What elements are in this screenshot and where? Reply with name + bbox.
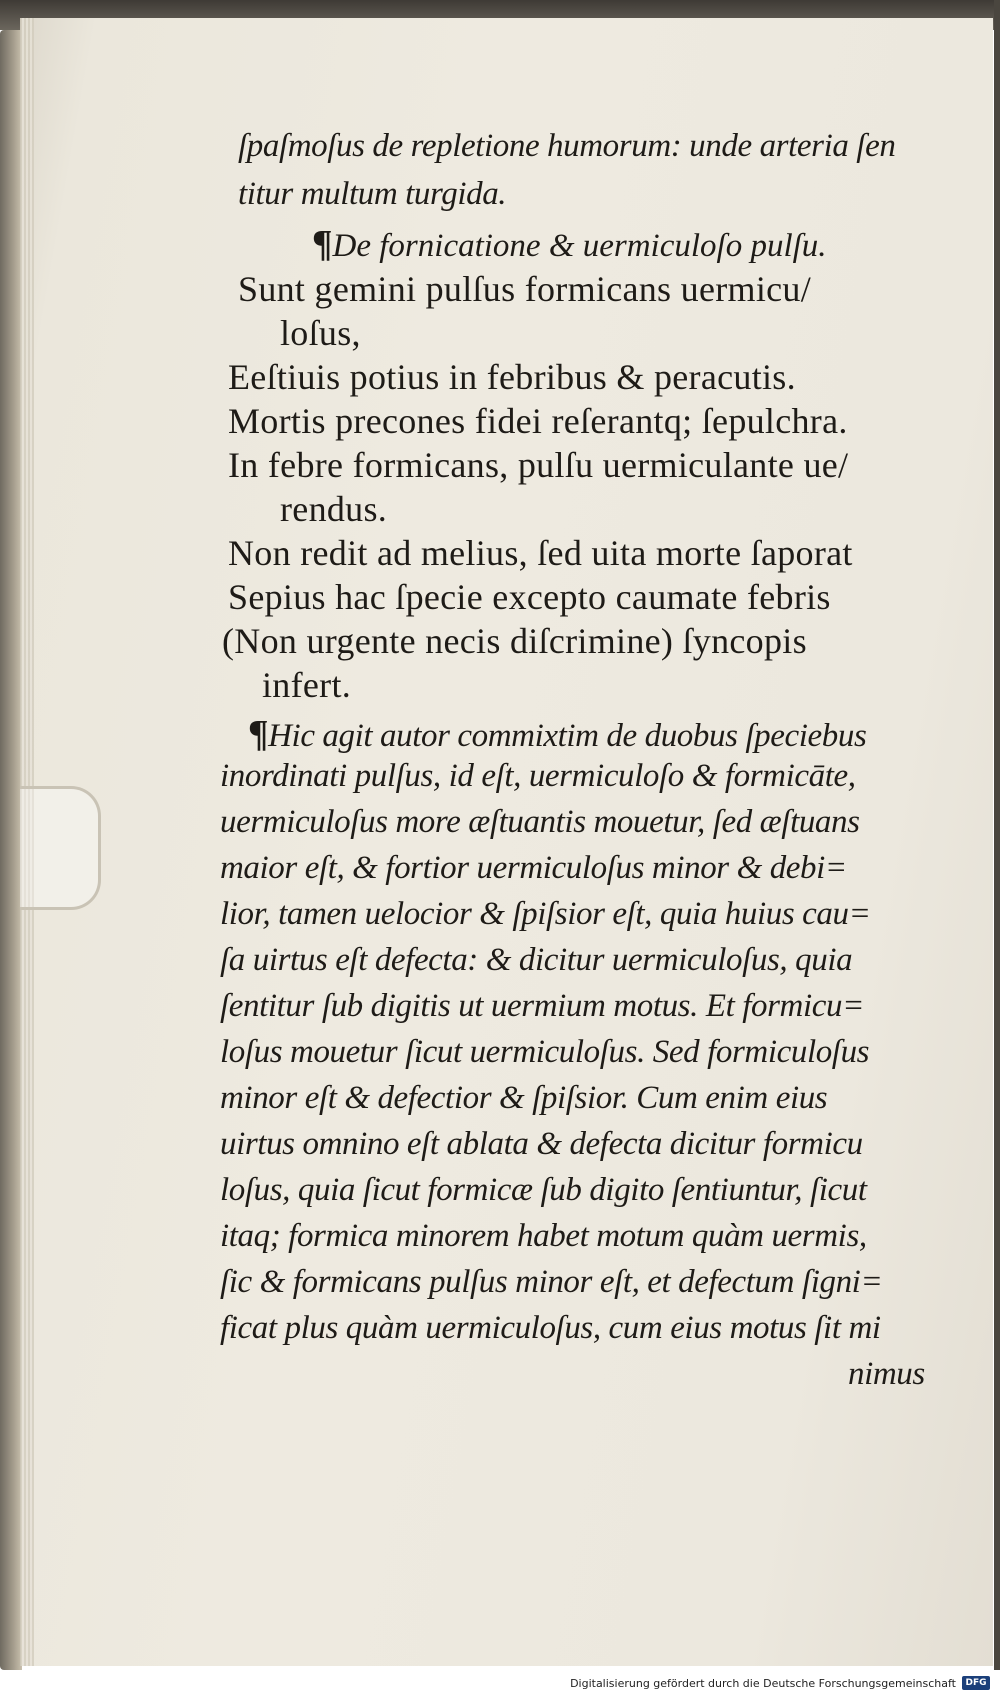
commentary-line-11: loſus, quia ſicut formicæ ſub digito ſentiuntur, ſicut (220, 1172, 867, 1208)
commentary-line-13: ſic & formicans pulſus minor eſt, et defectum ſigni= (220, 1264, 883, 1300)
commentary-line-1 (248, 712, 866, 756)
commentary-line-8: loſus mouetur ſicut uermiculoſus. Sed formiculoſus (220, 1034, 870, 1070)
commentary-line-10: uirtus omnino eſt ablata & defecta dicitur formicu (220, 1126, 863, 1162)
section-heading (312, 222, 827, 266)
dfg-logo-icon: DFG (962, 1676, 990, 1690)
verse-line-1: Sunt gemini pulſus formicans uermicu/ (238, 269, 812, 309)
text-line-2: titur multum turgida. (238, 176, 507, 212)
commentary-line-1-text: Hic agit autor commixtim de duobus ſpeciebus (268, 718, 867, 754)
book-cover-edge (0, 30, 22, 1670)
commentary-line-6: ſa uirtus eſt defecta: & dicitur uermiculoſus, quia (220, 942, 853, 978)
commentary-line-3: uermiculoſus more æſtuantis mouetur, ſed æſtuans (220, 804, 860, 840)
commentary-line-7: ſentitur ſub digitis ut uermium motus. Et formicu= (220, 988, 864, 1024)
commentary-line-2: inordinati pulſus, id eſt, uermiculoſo & formicāte, (220, 758, 856, 794)
scan-right-edge (994, 0, 1000, 1694)
pilcrow-icon: ¶ (248, 713, 269, 755)
page-clip (20, 786, 101, 910)
text-line-1: ſpaſmoſus de repletione humorum: unde arteria ſen (238, 128, 896, 164)
pilcrow-icon: ¶ (312, 223, 333, 265)
verse-line-4: In febre formicans, pulſu uermiculante ue/ (228, 445, 849, 485)
commentary-line-15: nimus (848, 1356, 925, 1392)
verse-line-6: Sepius hac ſpecie excepto caumate febris (228, 577, 831, 617)
commentary-line-12: itaq; formica minorem habet motum quàm uermis, (220, 1218, 867, 1254)
verse-line-2: Eeſtiuis potius in febribus & peracutis. (228, 357, 796, 397)
verse-line-3: Mortis precones fidei reſerantq; ſepulchra. (228, 401, 848, 441)
footer-bar (0, 1670, 1000, 1694)
commentary-line-4: maior eſt, & fortior uermiculoſus minor & debi= (220, 850, 847, 886)
verse-line-5: Non redit ad melius, ſed uita morte ſaporat (228, 533, 853, 573)
section-heading-text: De fornicatione & uermiculoſo pulſu. (332, 228, 827, 264)
commentary-line-14: ficat plus quàm uermiculoſus, cum eius motus ſit mi (220, 1310, 881, 1346)
commentary-line-5: lior, tamen uelocior & ſpiſsior eſt, quia huius cau= (220, 896, 871, 932)
verse-line-4-cont: rendus. (280, 489, 388, 529)
footer-credit: Digitalisierung gefördert durch die Deutsche Forschungsgemeinschaft (570, 1677, 956, 1690)
verse-line-1-cont: loſus, (280, 313, 361, 353)
commentary-line-9: minor eſt & defectior & ſpiſsior. Cum enim eius (220, 1080, 828, 1116)
verse-line-7-cont: infert. (262, 665, 352, 705)
verse-line-7: (Non urgente necis diſcrimine) ſyncopis (222, 621, 807, 661)
